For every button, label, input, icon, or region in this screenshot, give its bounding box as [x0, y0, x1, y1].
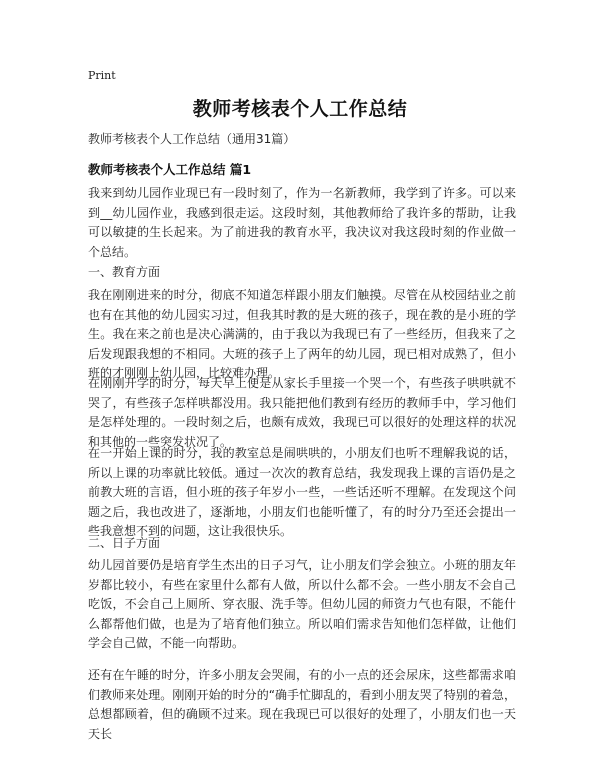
- daily-life-paragraph-2: 还有在午睡的时分，许多小朋友会哭闹，有的小一点的还会尿床，这些都需求咱们教师来处理。刚刚开始的时分的“确手忙脚乱的，看到小朋友哭了特别的着急，总想都顾着，但的确顾不过来。现在我现已可以很好的处理了，小朋友们也一天天长: [88, 668, 516, 741]
- intro-paragraph: 我来到幼儿园作业现已有一段时刻了，作为一名新教师，我学到了许多。可以来到__幼儿园作业，我感到很走运。这段时刻，其他教师给了我许多的帮助，让我可以敏捷的生长起来。为了前进我的教育水平，我决议对我这段时刻的作业做一个总结。: [88, 186, 516, 259]
- daily-life-paragraph-1: 幼儿园首要仍是培育学生杰出的日子习气，让小朋友们学会独立。小班的朋友年岁都比较小，有些在家里什么都有人做，所以什么都不会。一些小朋友不会自己吃饭，不会自己上厕所、穿衣服、洗手等。但幼儿园的师资力气也有限，不能什么都帮他们做，也是为了培育他们独立。所以咱们需求告知他们怎样做，让他们学会自己做，不能一向帮助。: [88, 558, 516, 650]
- education-paragraph-3: 在一开始上课的时分，我的教室总是闹哄哄的，小朋友们也听不理解我说的话，所以上课的功率就比较低。通过一次次的教育总结，我发现我上课的言语仍是之前教大班的言语，但小班的孩子年岁小一些，一些话还听不理解。在发现这个问题之后，我也改进了，逐渐地，小朋友们也能听懂了，有的时分乃至还会提出一些我意想不到的问题，这让我很快乐。: [88, 446, 516, 538]
- document-title: 教师考核表个人工作总结: [192, 98, 408, 120]
- document-subtitle: 教师考核表个人工作总结（通用31篇）: [88, 132, 296, 146]
- print-link[interactable]: Print: [88, 69, 116, 82]
- section-heading: 教师考核表个人工作总结 篇1: [88, 162, 252, 177]
- education-paragraph-1: 我在刚刚进来的时分，彻底不知道怎样跟小朋友们触摸。尽管在从校园结业之前也有在其他的幼儿园实习过，但我其时教的是大班的孩子，现在教的是小班的学生。我在来之前也是决心满满的，由于我以为我现已有了一些经历，但我来了之后发现跟我想的不相同。大班的孩子上了两年的幼儿园，现已相对成熟了，但小班的才刚刚上幼儿园，比较难办理。: [88, 288, 516, 380]
- education-paragraph-2: 在刚刚开学的时分，每天早上便是从家长手里接一个哭一个，有些孩子哄哄就不哭了，有些孩子怎样哄都没用。我只能把他们教到有经历的教师手中，学习他们是怎样处理的。一段时刻之后，也颇有成效，我现已可以很好的处理这样的状况和其他的一些突发状况了。: [88, 376, 516, 449]
- daily-life-heading: 二、日子方面: [88, 536, 161, 550]
- education-heading: 一、教育方面: [88, 265, 161, 279]
